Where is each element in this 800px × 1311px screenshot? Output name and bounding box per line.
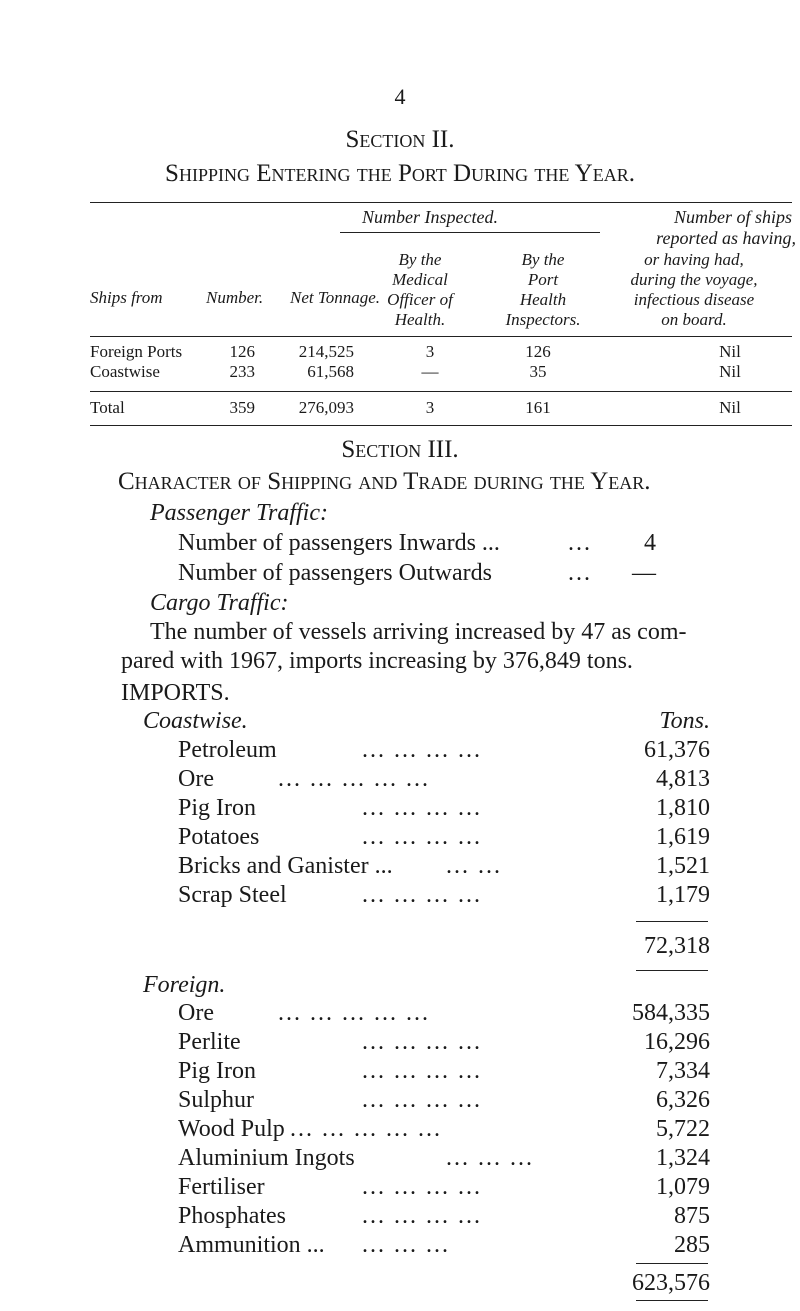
foreign-subtotal-rule bbox=[636, 1263, 708, 1264]
header-phi-line: Port bbox=[527, 270, 559, 289]
import-name: Aluminium Ingots bbox=[178, 1145, 355, 1171]
import-tons: 584,335 bbox=[632, 1000, 710, 1026]
cell-net-tonnage: 214,525 bbox=[298, 342, 354, 361]
passenger-value: — bbox=[632, 560, 656, 586]
import-name: Scrap Steel bbox=[178, 882, 287, 908]
passenger-value: 4 bbox=[644, 530, 656, 556]
import-tons: 7,334 bbox=[656, 1058, 710, 1084]
header-moh-line: Medical bbox=[392, 270, 448, 289]
passenger-dots: ... bbox=[568, 560, 592, 586]
tons-header: Tons. bbox=[659, 708, 710, 734]
coastwise-subtotal: 72,318 bbox=[644, 933, 710, 959]
group-inspected-header: Number Inspected. bbox=[362, 207, 498, 227]
section2-heading: Section II. bbox=[345, 126, 455, 153]
total-phi: 161 bbox=[525, 398, 551, 417]
total-label: Total bbox=[90, 398, 125, 417]
import-name: Fertiliser bbox=[178, 1174, 265, 1200]
total-imports-rule bbox=[636, 1300, 708, 1301]
coastwise-subtotal-underline bbox=[636, 970, 708, 971]
import-tons: 5,722 bbox=[656, 1116, 710, 1142]
total-infectious: Nil bbox=[719, 398, 741, 417]
cargo-traffic-label: Cargo Traffic: bbox=[150, 590, 289, 616]
section3-title: Character of Shipping and Trade during the Year. bbox=[118, 468, 651, 495]
header-phi bbox=[488, 250, 598, 330]
import-dots: ... ... ... ... bbox=[362, 1087, 482, 1113]
coastwise-subtotal-rule bbox=[636, 921, 708, 922]
import-tons: 16,296 bbox=[644, 1029, 710, 1055]
header-infectious-line: infectious disease bbox=[633, 290, 755, 309]
group-ships-reported-header-line2: reported as having, bbox=[656, 228, 796, 248]
import-name: Pig Iron bbox=[178, 795, 256, 821]
coastwise-label: Coastwise. bbox=[143, 708, 248, 734]
import-tons: 1,079 bbox=[656, 1174, 710, 1200]
import-tons: 1,619 bbox=[656, 824, 710, 850]
section2-title: Shipping Entering the Port During the Year. bbox=[165, 160, 635, 187]
passenger-label: Number of passengers Outwards bbox=[178, 560, 492, 586]
import-name: Bricks and Ganister ... bbox=[178, 853, 393, 879]
import-dots: ... ... ... ... bbox=[362, 795, 482, 821]
header-moh bbox=[365, 250, 475, 330]
group-ships-reported-header-line1: Number of ships bbox=[673, 207, 792, 227]
import-dots: ... ... ... ... bbox=[362, 1174, 482, 1200]
cell-infectious: Nil bbox=[719, 362, 741, 381]
import-dots: ... ... ... ... bbox=[362, 1058, 482, 1084]
passenger-dots: ... bbox=[568, 530, 592, 556]
header-infectious-line: during the voyage, bbox=[630, 270, 758, 289]
import-name: Petroleum bbox=[178, 737, 277, 763]
import-name: Ore bbox=[178, 1000, 214, 1026]
cell-net-tonnage: 61,568 bbox=[307, 362, 354, 381]
table-bottom-rule bbox=[90, 425, 792, 426]
header-moh-line: Officer of bbox=[387, 290, 453, 309]
passenger-label: Number of passengers Inwards ... bbox=[178, 530, 500, 556]
import-name: Potatoes bbox=[178, 824, 260, 850]
header-infectious-line: or having had, bbox=[644, 250, 744, 269]
cell-number: 126 bbox=[229, 342, 255, 361]
import-dots: ... ... ... ... bbox=[362, 824, 482, 850]
cell-moh: — bbox=[421, 362, 439, 381]
import-name: Wood Pulp bbox=[178, 1116, 285, 1142]
cell-ships-from: Foreign Ports bbox=[90, 342, 183, 361]
import-tons: 61,376 bbox=[644, 737, 710, 763]
header-phi-line: Health bbox=[519, 290, 567, 309]
import-dots: ... ... ... ... bbox=[362, 737, 482, 763]
import-dots: ... ... ... ... bbox=[362, 882, 482, 908]
import-dots: ... ... ... ... bbox=[362, 1203, 482, 1229]
total-net-tonnage: 276,093 bbox=[298, 398, 354, 417]
import-tons: 875 bbox=[674, 1203, 710, 1229]
import-dots: ... ... ... ... ... bbox=[278, 1000, 430, 1026]
import-name: Pig Iron bbox=[178, 1058, 256, 1084]
import-name: Perlite bbox=[178, 1029, 241, 1055]
header-infectious bbox=[596, 250, 792, 330]
header-number: Number. bbox=[206, 288, 264, 307]
import-name: Sulphur bbox=[178, 1087, 255, 1113]
cell-moh: 3 bbox=[425, 342, 435, 361]
total-number: 359 bbox=[229, 398, 255, 417]
cell-phi: 126 bbox=[525, 342, 551, 361]
cargo-text-line2: pared with 1967, imports increasing by 376,849 tons. bbox=[121, 648, 633, 674]
passenger-traffic-label: Passenger Traffic: bbox=[150, 500, 328, 526]
import-tons: 285 bbox=[674, 1232, 710, 1258]
foreign-label: Foreign. bbox=[143, 972, 226, 998]
import-dots: ... ... ... ... ... bbox=[290, 1116, 442, 1142]
page-number: 4 bbox=[394, 84, 406, 109]
cargo-text-line1: The number of vessels arriving increased by 47 as com- bbox=[150, 619, 687, 645]
table-top-rule bbox=[90, 202, 792, 203]
import-tons: 1,521 bbox=[656, 853, 710, 879]
header-net-tonnage: Net Tonnage. bbox=[290, 288, 381, 307]
import-dots: ... ... ... ... ... bbox=[278, 766, 430, 792]
cell-number: 233 bbox=[229, 362, 255, 381]
import-tons: 6,326 bbox=[656, 1087, 710, 1113]
foreign-subtotal: 623,576 bbox=[632, 1270, 710, 1296]
import-name: Ammunition ... bbox=[178, 1232, 325, 1258]
import-dots: ... ... ... ... bbox=[362, 1029, 482, 1055]
group-inspected-rule bbox=[340, 232, 600, 233]
cell-infectious: Nil bbox=[719, 342, 741, 361]
cell-ships-from: Coastwise bbox=[90, 362, 160, 381]
section3-heading: Section III. bbox=[341, 436, 459, 463]
import-dots: ... ... ... bbox=[446, 1145, 534, 1171]
cell-phi: 35 bbox=[529, 362, 547, 381]
import-dots: ... ... bbox=[446, 853, 502, 879]
import-name: Phosphates bbox=[178, 1203, 286, 1229]
import-tons: 1,810 bbox=[656, 795, 710, 821]
import-tons: 1,324 bbox=[656, 1145, 710, 1171]
header-moh-line: By the bbox=[398, 250, 442, 269]
total-top-rule bbox=[90, 391, 792, 392]
header-phi-line: By the bbox=[521, 250, 565, 269]
import-tons: 4,813 bbox=[656, 766, 710, 792]
header-bottom-rule bbox=[90, 336, 792, 337]
import-name: Ore bbox=[178, 766, 214, 792]
import-dots: ... ... ... bbox=[362, 1232, 450, 1258]
header-moh-line: Health. bbox=[394, 310, 446, 329]
total-moh: 3 bbox=[425, 398, 435, 417]
import-tons: 1,179 bbox=[656, 882, 710, 908]
header-ships-from: Ships from bbox=[90, 288, 163, 307]
header-infectious-line: on board. bbox=[661, 310, 727, 329]
header-phi-line: Inspectors. bbox=[505, 310, 581, 329]
imports-heading: IMPORTS. bbox=[121, 680, 230, 706]
